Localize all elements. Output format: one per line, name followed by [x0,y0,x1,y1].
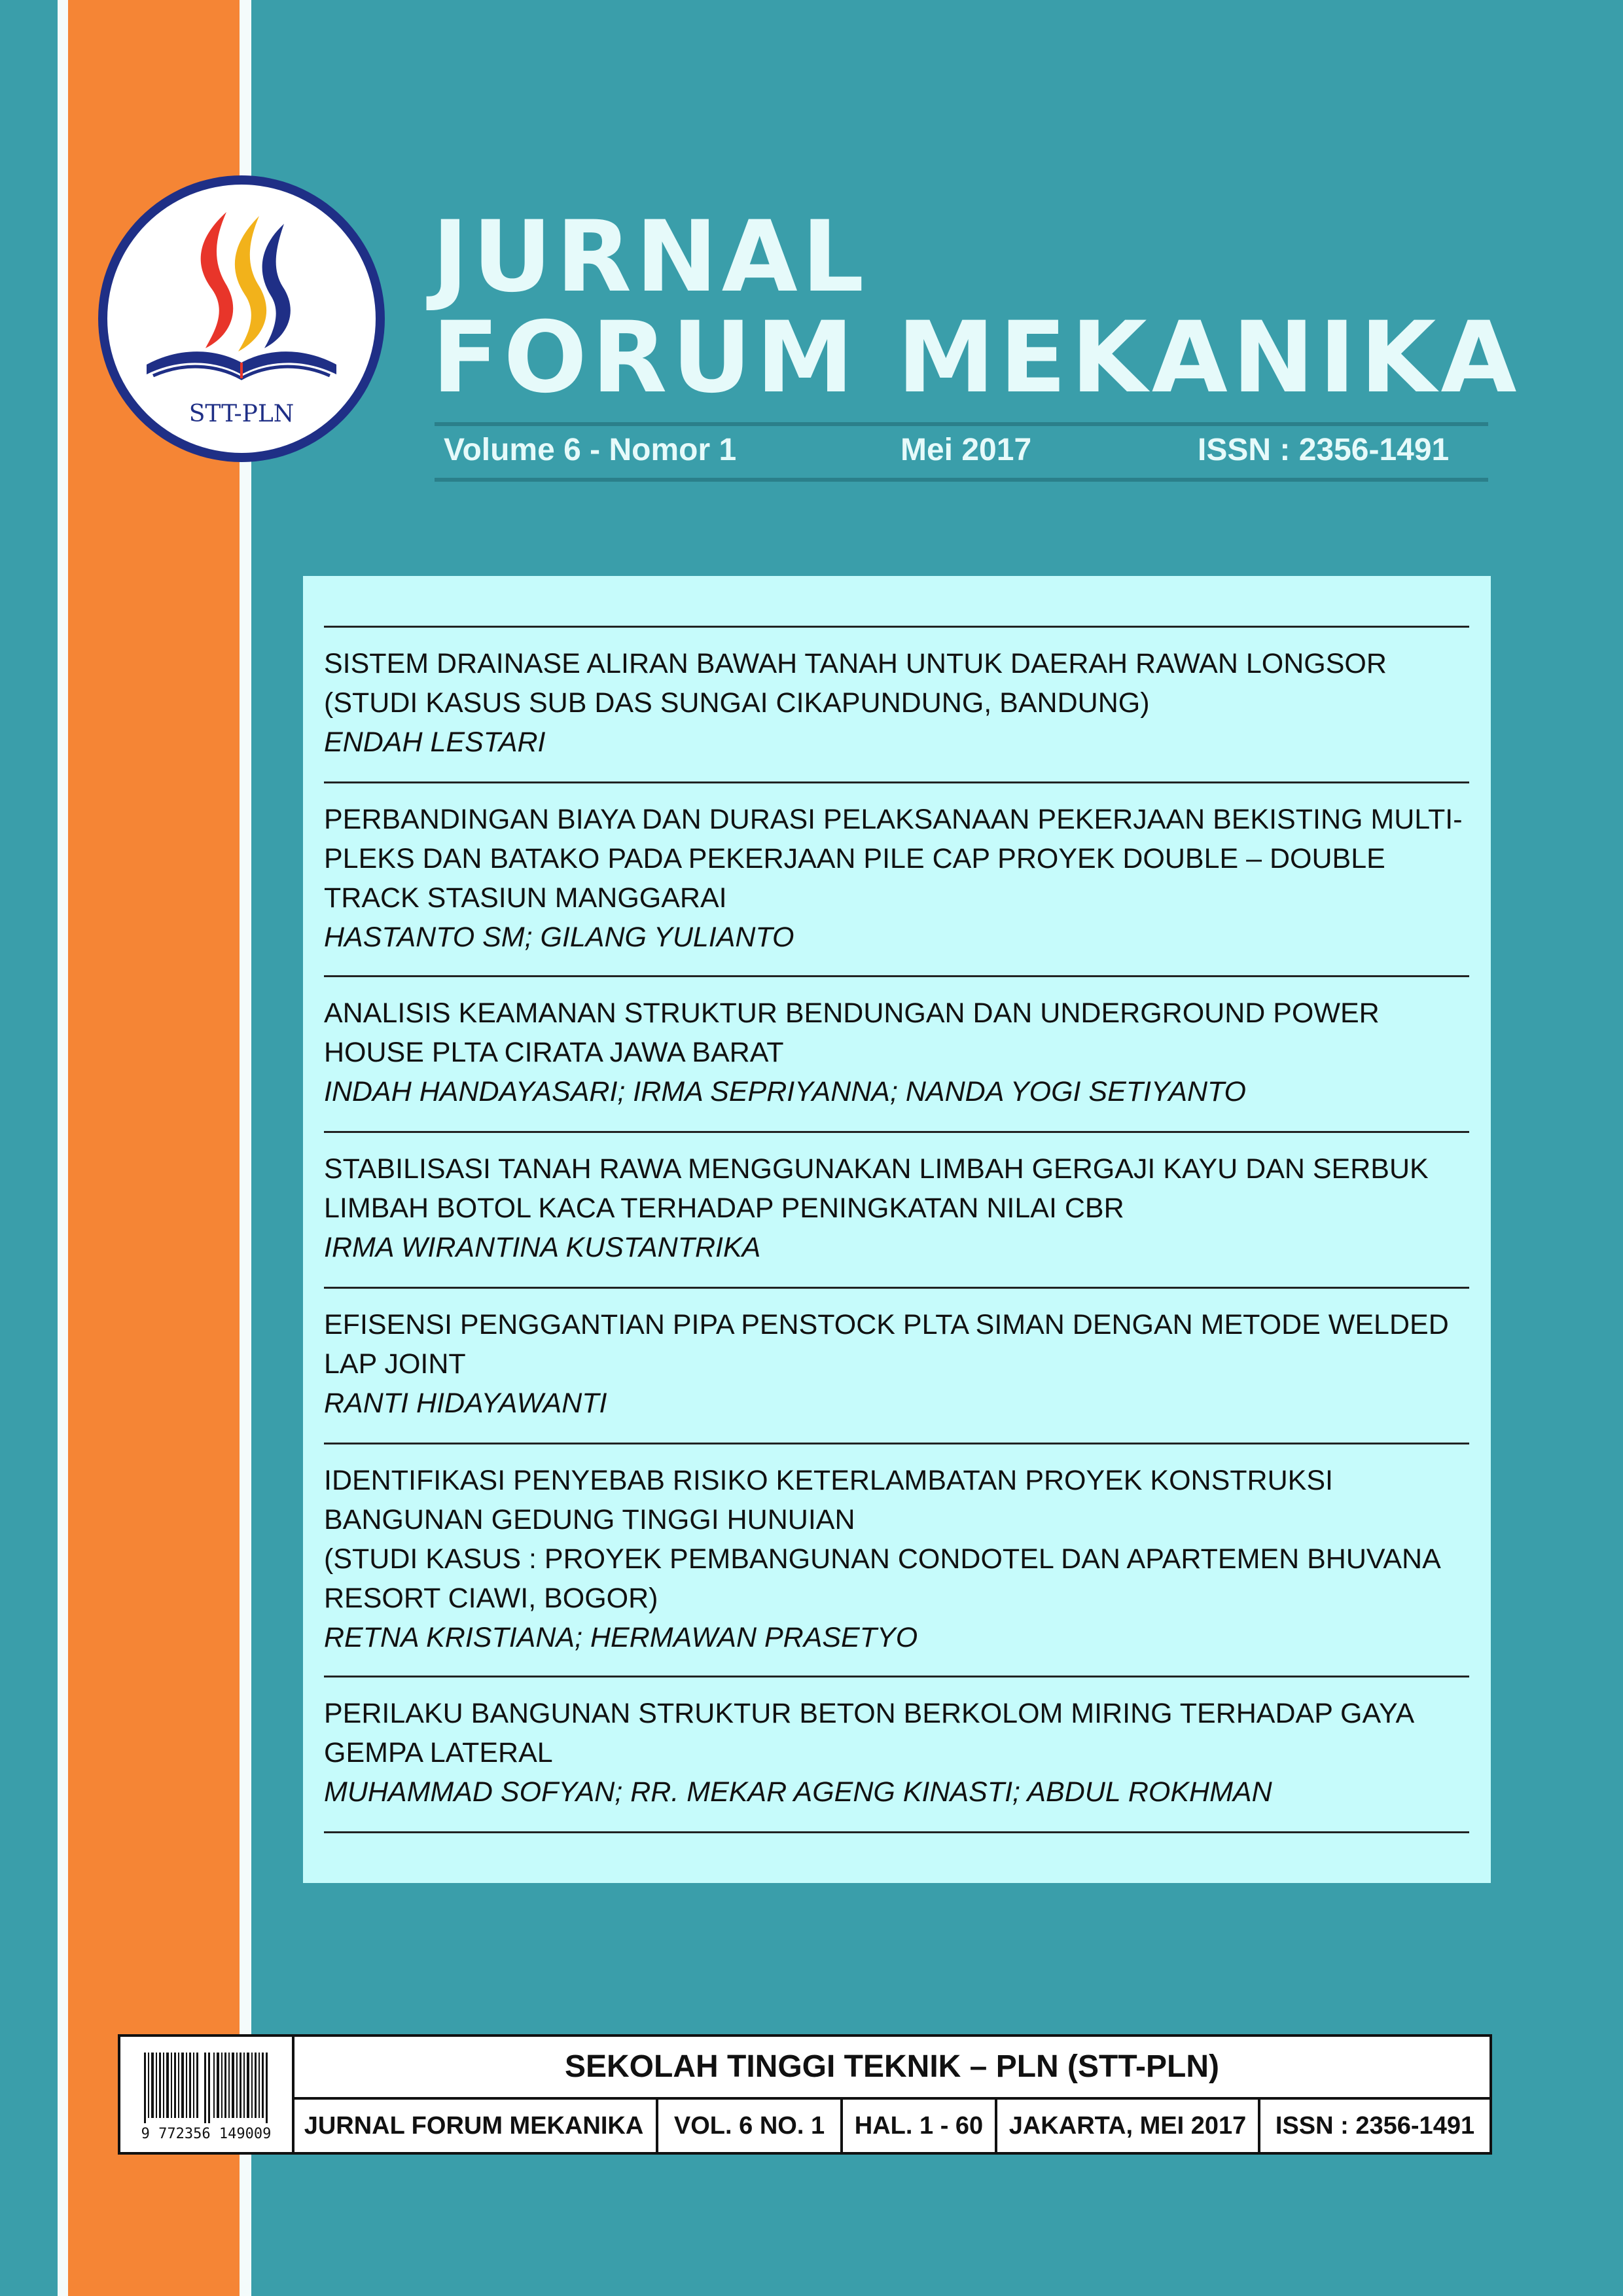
article-5 [324,1305,1476,1423]
article-authors: MUHAMMAD SOFYAN; RR. MEKAR AGENG KINASTI; ABDUL ROKHMAN [324,1776,1272,1808]
toc-rule [324,1443,1469,1444]
article-authors: IRMA WIRANTINA KUSTANTRIKA [324,1232,761,1263]
article-authors: HASTANTO SM; GILANG YULIANTO [324,922,794,953]
toc-rule [324,1831,1469,1833]
article-subtitle: (STUDI KASUS : PROYEK PEMBANGUNAN CONDOTEL DAN APARTEMEN BHUVANA RESORT CIAWI, BOGOR) [324,1543,1440,1614]
article-title: SISTEM DRAINASE ALIRAN BAWAH TANAH UNTUK DAERAH RAWAN LONGSOR (STUDI KASUS SUB DAS SUNGAI CIKAPUNDUNG, BANDUNG) [324,648,1387,719]
article-title: PERBANDINGAN BIAYA DAN DURASI PELAKSANAAN PEKERJAAN BEKISTING MULTI-PLEKS DAN BATAKO PADA PEKERJAAN PILE CAP PROYEK DOUBLE – DOUBLE TRACK STASIUN MANGGARAI [324,804,1463,914]
article-title: ANALISIS KEAMANAN STRUKTUR BENDUNGAN DAN UNDERGROUND POWER HOUSE PLTA CIRATA JAWA BARAT [324,997,1380,1068]
left-margin [0,0,58,2296]
header-bottom-rule [435,478,1488,482]
footer-issn: ISSN : 2356-1491 [1258,2100,1489,2152]
footer-vol-no: VOL. 6 NO. 1 [656,2100,840,2152]
stt-pln-logo [98,175,385,462]
issue-date: Mei 2017 [901,433,1032,467]
footer-place-date: JAKARTA, MEI 2017 [995,2100,1258,2152]
article-2 [324,800,1476,957]
logo-text: STT-PLN [188,401,294,427]
barcode [120,2037,294,2152]
volume-number: Volume 6 - Nomor 1 [444,433,737,467]
article-authors: RETNA KRISTIANA; HERMAWAN PRASETYO [324,1622,918,1653]
article-3 [324,994,1476,1111]
article-7 [324,1694,1476,1812]
article-title: IDENTIFIKASI PENYEBAB RISIKO KETERLAMBATAN PROYEK KONSTRUKSI BANGUNAN GEDUNG TINGGI HUNUIAN [324,1465,1333,1535]
journal-title-line2: FORUM MEKANIKA [432,301,1522,415]
toc-rule [324,1131,1469,1133]
journal-title-line1: JURNAL [432,200,868,314]
article-authors: RANTI HIDAYAWANTI [324,1388,607,1419]
article-authors: ENDAH LESTARI [324,726,546,758]
barcode-icon [144,2053,268,2123]
article-4 [324,1149,1476,1267]
footer-info-box [118,2034,1492,2155]
article-title: EFISENSI PENGGANTIAN PIPA PENSTOCK PLTA SIMAN DENGAN METODE WELDED LAP JOINT [324,1309,1449,1380]
white-stripe [58,0,68,2296]
footer-journal: JURNAL FORUM MEKANIKA [304,2112,644,2140]
article-title: STABILISASI TANAH RAWA MENGGUNAKAN LIMBAH GERGAJI KAYU DAN SERBUK LIMBAH BOTOL KACA TERHADAP PENINGKATAN NILAI CBR [324,1153,1429,1224]
article-title: PERILAKU BANGUNAN STRUKTUR BETON BERKOLOM MIRING TERHADAP GAYA GEMPA LATERAL [324,1698,1413,1768]
article-1 [324,644,1476,762]
barcode-number: 9 772356 149009 [141,2126,272,2142]
logo-inner-circle [107,185,376,453]
header-issn: ISSN : 2356-1491 [1198,433,1450,467]
article-authors: INDAH HANDAYASARI; IRMA SEPRIYANNA; NANDA YOGI SETIYANTO [324,1076,1246,1107]
toc-rule [324,1287,1469,1289]
toc-rule [324,781,1469,783]
table-of-contents [303,576,1491,1883]
toc-rule [324,1676,1469,1677]
institution-name: SEKOLAH TINGGI TEKNIK – PLN (STT-PLN) [294,2037,1489,2100]
header-top-rule [435,422,1488,426]
toc-rule [324,626,1469,628]
toc-rule [324,975,1469,977]
footer-pages: HAL. 1 - 60 [840,2100,995,2152]
article-6 [324,1461,1476,1657]
